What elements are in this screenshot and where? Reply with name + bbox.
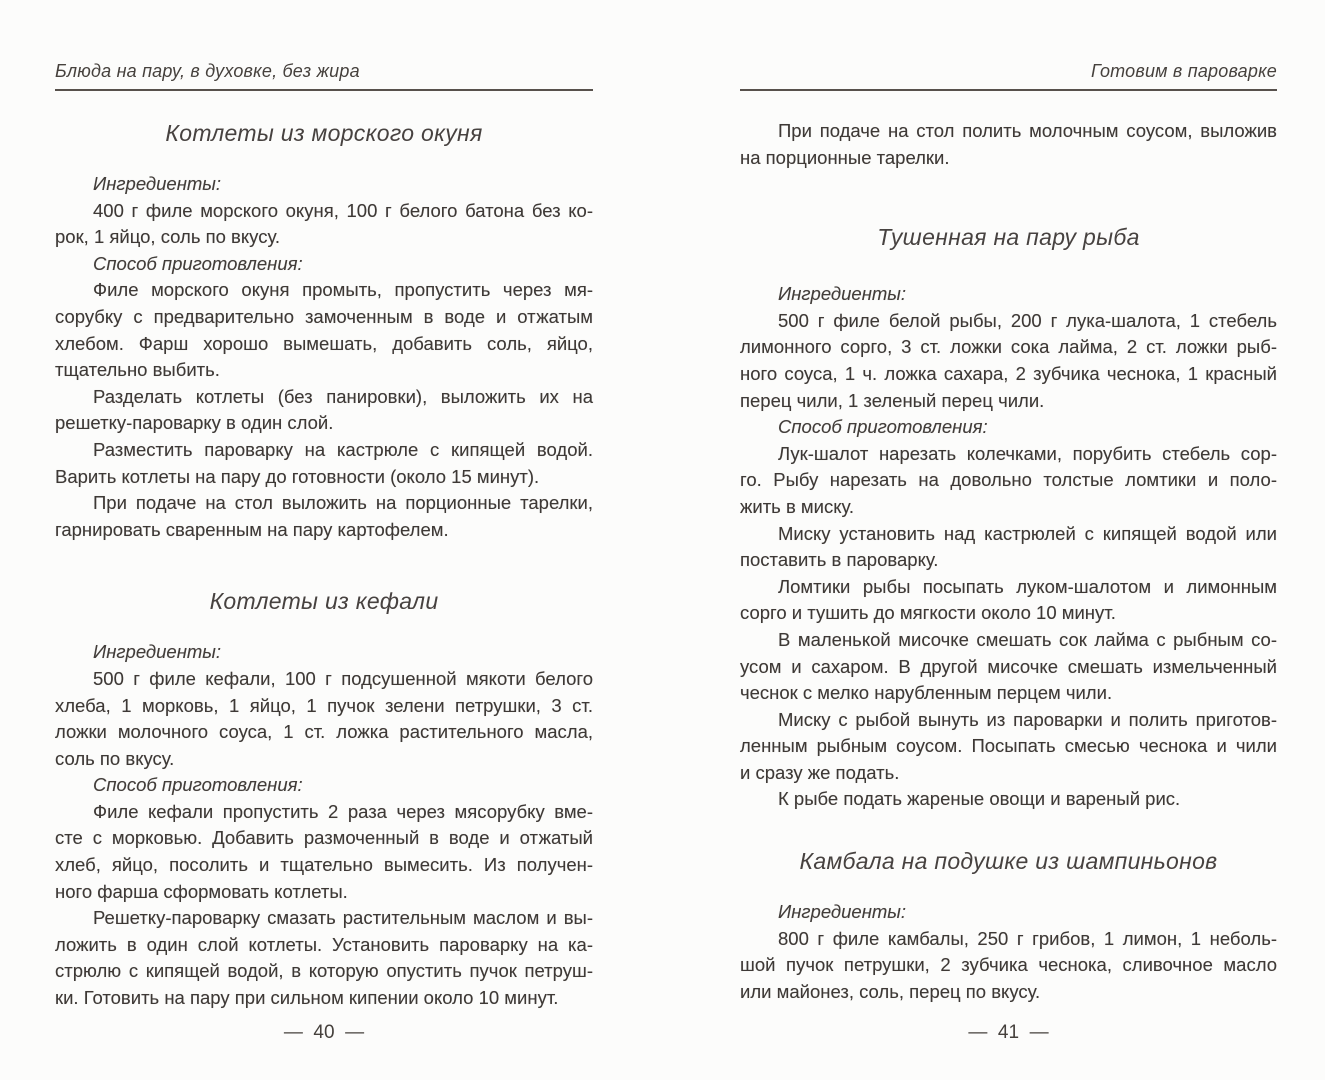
text-line: гарнировать сваренным на пару картофелем.: [55, 518, 449, 540]
method-paragraph: [55, 437, 593, 490]
text-line: ленным рыбным соусом. Посыпать смесью чеснока и чили: [740, 735, 1277, 757]
text-line: на порционные тарелки.: [740, 146, 950, 168]
text-line: тщательно выбить.: [55, 359, 220, 381]
text-line: сте с морковью. Добавить размоченный в воде и отжатый: [55, 827, 593, 849]
text-line: Филе морского окуня промыть, пропустить через мя-: [93, 279, 593, 301]
page-left: [55, 0, 593, 1080]
ingredients-label: Ингредиенты:: [778, 901, 907, 923]
page-right: [740, 0, 1277, 1080]
text-line: стрюлю с кипящей водой, в которую опустить пучок петруш-: [55, 960, 593, 982]
text-line: К рыбе подать жареные овощи и вареный рис.: [778, 788, 1181, 810]
text-line: При подаче на стол полить молочным соусом, выложив: [778, 120, 1277, 141]
text-line: 800 г филе камбалы, 250 г грибов, 1 лимон, 1 неболь-: [778, 927, 1277, 949]
text-line: ложки молочного соуса, 1 ст. ложка растительного масла,: [55, 721, 593, 743]
text-line: перец чили, 1 зеленый перец чили.: [740, 389, 1045, 411]
text-line: чеснок с мелко нарубленным перцем чили.: [740, 682, 1113, 704]
text-line: жить в миску.: [740, 495, 855, 517]
method-paragraph: [740, 574, 1277, 627]
ingredients-label: Ингредиенты:: [778, 283, 907, 305]
ingredients-label: Ингредиенты:: [93, 173, 222, 194]
text-line: 500 г филе кефали, 100 г подсушенной мякоти белого: [93, 667, 593, 689]
text-line: хлеба, 1 морковь, 1 яйцо, 1 пучок зелени петрушки, 3 ст.: [55, 694, 593, 716]
ingredients-text: [740, 308, 1277, 414]
text-line: лимонного сорго, 3 ст. ложки сока лайма, 2 ст. ложки рыб-: [740, 336, 1277, 358]
text-line: При подаче на стол выложить на порционные тарелки,: [93, 492, 593, 514]
page-number-right: — 41 —: [968, 1022, 1049, 1043]
page-number-left: — 40 —: [283, 1022, 365, 1043]
method-paragraph: [55, 905, 593, 1011]
method-paragraph: [55, 277, 593, 383]
text-line: хлебом. Фарш хорошо вымешать, добавить соль, яйцо,: [55, 332, 593, 354]
running-header-right: Готовим в пароварке: [740, 0, 1277, 91]
method-paragraph: [740, 786, 1277, 813]
method-label: Способ приготовления:: [93, 774, 303, 796]
text-line: Миску с рыбой вынуть из пароварки и полить приготов-: [778, 708, 1277, 730]
recipe-title: Камбала на подушке из шампиньонов: [799, 848, 1218, 875]
method-paragraph: [55, 384, 593, 437]
ingredients-label: Ингредиенты:: [93, 641, 222, 663]
method-paragraph: [740, 441, 1277, 521]
text-line: Филе кефали пропустить 2 раза через мясорубку вме-: [93, 800, 593, 822]
text-line: го. Рыбу нарезать на довольно толстые ломтики и поло-: [740, 469, 1277, 491]
text-line: или майонез, соль, перец по вкусу.: [740, 980, 1041, 1002]
text-line: рок, 1 яйцо, соль по вкусу.: [55, 226, 281, 248]
method-paragraph: [740, 521, 1277, 574]
method-paragraph: [55, 490, 593, 543]
method-paragraph: [740, 627, 1277, 707]
text-line: поставить в пароварку.: [740, 549, 939, 571]
text-line: соль по вкусу.: [55, 747, 175, 769]
text-line: ки. Готовить на пару при сильном кипении около 10 минут.: [55, 987, 559, 1009]
running-header-left: Блюда на пару, в духовке, без жира: [55, 0, 593, 91]
text-line: и сразу же подать.: [740, 761, 900, 783]
method-label: Способ приготовления:: [93, 252, 303, 274]
method-paragraph: [740, 707, 1277, 787]
ingredients-text: [740, 926, 1277, 1006]
ingredients-text: [55, 198, 593, 251]
method-label: Способ приготовления:: [778, 416, 988, 438]
text-line: шой пучок петрушки, 2 зубчика чеснока, сливочное масло: [740, 954, 1277, 976]
method-paragraph: [55, 799, 593, 905]
text-line: Разделать котлеты (без панировки), выложить их на: [93, 385, 593, 407]
recipe-title: Котлеты из кефали: [209, 588, 439, 615]
recipe-title: Котлеты из морского окуня: [165, 120, 483, 146]
text-line: Лук-шалот нарезать колечками, порубить стебель сор-: [778, 442, 1277, 464]
text-line: Разместить пароварку на кастрюле с кипящей водой.: [93, 438, 593, 460]
text-line: ного фарша сформовать котлеты.: [55, 880, 348, 902]
text-line: Решетку-пароварку смазать растительным маслом и вы-: [93, 907, 593, 929]
text-line: 500 г филе белой рыбы, 200 г лука-шалота, 1 стебель: [778, 309, 1277, 331]
text-line: хлеб, яйцо, посолить и тщательно вымесить. Из получен-: [55, 854, 593, 876]
continuation-paragraph: [740, 118, 1277, 171]
text-line: сорго и тушить до мягкости около 10 минут.: [740, 602, 1116, 624]
text-line: ного соуса, 1 ч. ложка сахара, 2 зубчика чеснока, 1 красный: [740, 362, 1277, 384]
text-line: В маленькой мисочке смешать сок лайма с рыбным со-: [778, 628, 1277, 650]
text-line: сорубку с предварительно замоченным в воде и отжатым: [55, 305, 593, 327]
text-line: Ломтики рыбы посыпать луком-шалотом и лимонным: [778, 575, 1277, 597]
text-line: ложить в один слой котлеты. Установить пароварку на ка-: [55, 933, 593, 955]
text-line: Миску установить над кастрюлей с кипящей водой или: [778, 522, 1277, 544]
text-line: решетку-пароварку в один слой.: [55, 412, 334, 434]
text-line: 400 г филе морского окуня, 100 г белого батона без ко-: [93, 199, 593, 221]
text-line: Варить котлеты на пару до готовности (около 15 минут).: [55, 465, 540, 487]
recipe-title: Тушенная на пару рыба: [877, 224, 1140, 251]
text-line: усом и сахаром. В другой мисочке смешать измельченный: [740, 655, 1277, 677]
ingredients-text: [55, 666, 593, 772]
